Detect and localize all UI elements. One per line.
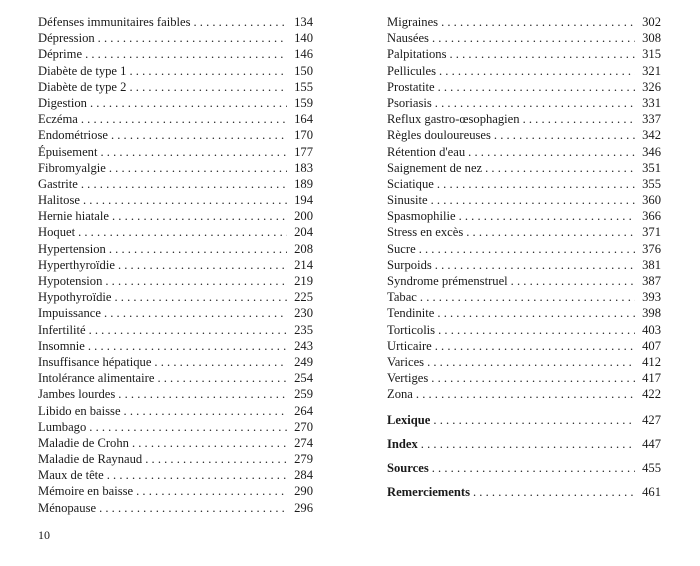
dot-leader xyxy=(81,111,287,127)
toc-entry-label: Insuffisance hépatique xyxy=(38,354,152,369)
toc-entry-label: Infertilité xyxy=(38,322,86,337)
toc-entry-label: Hypotension xyxy=(38,274,103,288)
toc-entry xyxy=(38,257,313,273)
toc-entry xyxy=(387,432,661,456)
toc-entry-page: 321 xyxy=(642,63,661,78)
toc-entry-page: 214 xyxy=(294,257,313,272)
toc-entry-label: Prostatite xyxy=(387,79,435,94)
toc-entry xyxy=(387,370,661,386)
toc-entry xyxy=(38,419,313,435)
toc-left-column xyxy=(38,14,313,516)
toc-entry-label: Migraines xyxy=(387,15,439,29)
toc-entry xyxy=(387,63,661,79)
toc-entry-label: Eczéma xyxy=(38,112,78,127)
toc-entry-page: 461 xyxy=(642,485,661,500)
dot-leader xyxy=(104,305,287,321)
toc-entry-page: 235 xyxy=(294,322,313,337)
dot-leader xyxy=(449,46,635,62)
dot-leader xyxy=(109,241,287,257)
toc-entry-label: Déprime xyxy=(38,47,83,62)
toc-entry-label: Ménopause xyxy=(38,500,97,515)
toc-entry-label: Sinusite xyxy=(387,193,428,208)
dot-leader xyxy=(416,386,635,402)
toc-entry xyxy=(38,160,313,176)
toc-entry-label: Épuisement xyxy=(38,144,98,159)
toc-entry-page: 342 xyxy=(642,128,661,143)
toc-entry-page: 355 xyxy=(642,176,661,191)
toc-entry-page: 150 xyxy=(294,63,313,78)
toc-entry xyxy=(387,144,661,160)
toc-entry-label: Endométriose xyxy=(38,128,108,143)
dot-leader xyxy=(90,95,287,111)
toc-entry xyxy=(38,176,313,192)
toc-entry-label: Impuissance xyxy=(38,306,101,321)
toc-entry-page: 194 xyxy=(294,193,313,208)
toc-entry-label: Index xyxy=(387,436,418,451)
toc-entry-label: Lumbago xyxy=(38,419,87,434)
dot-leader xyxy=(431,370,635,386)
toc-entry-label: Rétention d'eau xyxy=(387,144,466,159)
dot-leader xyxy=(459,208,635,224)
toc-entry-page: 225 xyxy=(294,290,313,305)
toc-entry-label: Stress en excès xyxy=(387,225,464,240)
dot-leader xyxy=(98,30,287,46)
toc-entry xyxy=(38,338,313,354)
toc-entry-page: 381 xyxy=(642,257,661,272)
dot-leader xyxy=(432,30,635,46)
dot-leader xyxy=(85,46,287,62)
toc-entry-page: 360 xyxy=(642,193,661,208)
dot-leader xyxy=(129,63,287,79)
dot-leader xyxy=(112,208,287,224)
toc-entry-page: 230 xyxy=(294,306,313,321)
dot-leader xyxy=(431,192,635,208)
dot-leader xyxy=(100,144,287,160)
toc-entry-label: Spasmophilie xyxy=(387,209,456,224)
toc-entry-page: 208 xyxy=(294,241,313,256)
dot-leader xyxy=(511,273,635,289)
toc-entry xyxy=(387,322,661,338)
dot-leader xyxy=(427,354,635,370)
toc-entry xyxy=(38,208,313,224)
toc-entry-page: 455 xyxy=(642,460,661,475)
toc-entry xyxy=(38,483,313,499)
toc-entry-page: 290 xyxy=(294,484,313,499)
dot-leader xyxy=(193,14,287,30)
toc-entry xyxy=(387,111,661,127)
toc-entry xyxy=(387,176,661,192)
toc-entry xyxy=(387,192,661,208)
dot-leader xyxy=(118,257,287,273)
toc-entry-page: 302 xyxy=(642,15,661,29)
toc-entry-label: Gastrite xyxy=(38,176,78,191)
toc-entry-page: 177 xyxy=(294,144,313,159)
toc-entry-label: Hypertension xyxy=(38,241,106,256)
toc-entry-label: Varices xyxy=(387,354,425,369)
toc-entry-page: 189 xyxy=(294,176,313,191)
dot-leader xyxy=(437,305,635,321)
toc-entry xyxy=(387,273,661,289)
toc-entry xyxy=(387,224,661,240)
toc-entry xyxy=(38,289,313,305)
dot-leader xyxy=(129,79,287,95)
toc-entry-label: Fibromyalgie xyxy=(38,160,106,175)
toc-right-list xyxy=(387,14,661,403)
toc-entry-page: 279 xyxy=(294,452,313,467)
toc-entry-page: 403 xyxy=(642,322,661,337)
toc-entry xyxy=(387,408,661,432)
dot-leader xyxy=(466,224,635,240)
toc-entry xyxy=(38,500,313,516)
toc-entry-page: 427 xyxy=(642,412,661,427)
toc-entry-page: 412 xyxy=(642,354,661,369)
toc-entry-label: Hoquet xyxy=(38,225,76,240)
toc-entry xyxy=(387,241,661,257)
toc-entry xyxy=(38,192,313,208)
toc-right-column xyxy=(387,14,661,504)
toc-entry xyxy=(38,322,313,338)
toc-entry-page: 243 xyxy=(294,338,313,353)
dot-leader xyxy=(437,176,635,192)
dot-leader xyxy=(494,127,635,143)
toc-entry-label: Hyperthyroïdie xyxy=(38,257,115,272)
toc-entry-label: Défenses immunitaires faibles xyxy=(38,15,191,29)
toc-entry-page: 331 xyxy=(642,95,661,110)
toc-entry xyxy=(38,127,313,143)
toc-entry-label: Diabète de type 2 xyxy=(38,79,127,94)
toc-entry xyxy=(38,63,313,79)
toc-entry xyxy=(387,289,661,305)
toc-entry xyxy=(38,435,313,451)
toc-entry-page: 326 xyxy=(642,79,661,94)
toc-entry xyxy=(387,30,661,46)
toc-entry xyxy=(387,46,661,62)
toc-entry-label: Jambes lourdes xyxy=(38,387,116,402)
toc-entry xyxy=(38,354,313,370)
dot-leader xyxy=(473,480,635,504)
toc-entry-page: 219 xyxy=(294,274,313,288)
toc-entry-page: 407 xyxy=(642,338,661,353)
toc-entry-page: 146 xyxy=(294,47,313,62)
toc-entry-page: 284 xyxy=(294,468,313,483)
toc-entry-label: Dépression xyxy=(38,31,95,46)
toc-entry-page: 200 xyxy=(294,209,313,224)
dot-leader xyxy=(421,432,635,456)
dot-leader xyxy=(438,322,635,338)
toc-entry-page: 183 xyxy=(294,160,313,175)
dot-leader xyxy=(118,386,287,402)
toc-entry-page: 204 xyxy=(294,225,313,240)
toc-entry-label: Tendinite xyxy=(387,306,435,321)
toc-entry xyxy=(38,241,313,257)
toc-entry xyxy=(38,46,313,62)
dot-leader xyxy=(88,338,287,354)
toc-entry xyxy=(387,386,661,402)
toc-entry-label: Nausées xyxy=(387,31,429,46)
toc-entry xyxy=(387,257,661,273)
toc-entry-page: 447 xyxy=(642,436,661,451)
toc-entry-label: Règles douloureuses xyxy=(387,128,491,143)
toc-entry-label: Psoriasis xyxy=(387,95,432,110)
toc-entry-label: Mémoire en baisse xyxy=(38,484,134,499)
toc-entry xyxy=(38,79,313,95)
toc-entry xyxy=(387,338,661,354)
toc-entry-label: Insomnie xyxy=(38,338,85,353)
toc-entry-label: Hypothyroïdie xyxy=(38,290,112,305)
toc-entry-label: Sucre xyxy=(387,241,416,256)
toc-entry-page: 134 xyxy=(294,15,313,29)
dot-leader xyxy=(441,14,635,30)
toc-entry-label: Syndrome prémenstruel xyxy=(387,274,508,288)
dot-leader xyxy=(435,95,635,111)
toc-entry-label: Sciatique xyxy=(387,176,434,191)
toc-entry xyxy=(38,144,313,160)
toc-entry xyxy=(38,451,313,467)
toc-entry-label: Tabac xyxy=(387,290,417,305)
toc-entry xyxy=(387,14,661,30)
dot-leader xyxy=(107,467,287,483)
toc-entry-label: Reflux gastro-œsophagien xyxy=(387,112,520,127)
dot-leader xyxy=(433,408,635,432)
dot-leader xyxy=(89,322,287,338)
toc-entry xyxy=(387,208,661,224)
toc-entry-page: 366 xyxy=(642,209,661,224)
toc-entry xyxy=(387,79,661,95)
dot-leader xyxy=(420,289,635,305)
toc-entry-page: 315 xyxy=(642,47,661,62)
toc-entry xyxy=(387,456,661,480)
toc-entry-page: 398 xyxy=(642,306,661,321)
toc-entry xyxy=(38,30,313,46)
toc-entry-label: Saignement de nez xyxy=(387,160,483,175)
toc-entry-page: 274 xyxy=(294,435,313,450)
dot-leader xyxy=(89,419,287,435)
toc-entry-label: Surpoids xyxy=(387,257,432,272)
toc-entry-page: 346 xyxy=(642,144,661,159)
toc-entry-label: Lexique xyxy=(387,412,431,427)
toc-entry-label: Urticaire xyxy=(387,338,432,353)
toc-entry-label: Remerciements xyxy=(387,485,470,500)
dot-leader xyxy=(109,160,287,176)
dot-leader xyxy=(83,192,287,208)
toc-entry xyxy=(387,354,661,370)
toc-entry-page: 337 xyxy=(642,112,661,127)
toc-entry-label: Zona xyxy=(387,387,413,402)
toc-entry-label: Libido en baisse xyxy=(38,403,121,418)
toc-entry-page: 376 xyxy=(642,241,661,256)
dot-leader xyxy=(435,338,635,354)
dot-leader xyxy=(124,403,287,419)
dot-leader xyxy=(435,257,635,273)
toc-entry-label: Halitose xyxy=(38,193,80,208)
toc-entry xyxy=(387,127,661,143)
toc-entry-label: Maladie de Raynaud xyxy=(38,452,143,467)
dot-leader xyxy=(157,370,287,386)
dot-leader xyxy=(432,456,635,480)
dot-leader xyxy=(78,224,287,240)
toc-entry xyxy=(38,273,313,289)
toc-entry xyxy=(387,160,661,176)
toc-entry xyxy=(38,111,313,127)
toc-entry-label: Vertiges xyxy=(387,371,429,386)
toc-entry xyxy=(387,95,661,111)
page-number: 10 xyxy=(38,528,50,542)
toc-entry-page: 164 xyxy=(294,112,313,127)
toc-entry-page: 155 xyxy=(294,79,313,94)
toc-entry-label: Intolérance alimentaire xyxy=(38,371,155,386)
dot-leader xyxy=(439,63,635,79)
toc-entry xyxy=(38,403,313,419)
dot-leader xyxy=(136,483,287,499)
toc-entry-label: Digestion xyxy=(38,95,87,110)
toc-entry-page: 417 xyxy=(642,371,661,386)
toc-entry-page: 159 xyxy=(294,95,313,110)
dot-leader xyxy=(81,176,287,192)
toc-entry-label: Sources xyxy=(387,460,429,475)
toc-entry-page: 308 xyxy=(642,31,661,46)
toc-entry xyxy=(38,14,313,30)
toc-entry-page: 296 xyxy=(294,500,313,515)
dot-leader xyxy=(523,111,635,127)
dot-leader xyxy=(145,451,287,467)
toc-entry-page: 140 xyxy=(294,31,313,46)
dot-leader xyxy=(99,500,287,516)
toc-entry-label: Torticolis xyxy=(387,322,436,337)
dot-leader xyxy=(114,289,287,305)
toc-entry xyxy=(38,467,313,483)
toc-entry-label: Palpitations xyxy=(387,47,447,62)
dot-leader xyxy=(438,79,635,95)
dot-leader xyxy=(111,127,287,143)
dot-leader xyxy=(105,273,287,289)
toc-entry xyxy=(38,305,313,321)
toc-entry-page: 393 xyxy=(642,290,661,305)
dot-leader xyxy=(132,435,287,451)
toc-entry xyxy=(387,480,661,504)
toc-entry-page: 371 xyxy=(642,225,661,240)
toc-entry xyxy=(38,224,313,240)
toc-entry xyxy=(38,386,313,402)
toc-entry xyxy=(38,95,313,111)
toc-entry-label: Maux de tête xyxy=(38,468,104,483)
toc-entry-label: Hernie hiatale xyxy=(38,209,109,224)
toc-entry-label: Maladie de Crohn xyxy=(38,435,129,450)
dot-leader xyxy=(154,354,287,370)
dot-leader xyxy=(485,160,635,176)
toc-entry-page: 264 xyxy=(294,403,313,418)
toc-entry xyxy=(387,305,661,321)
dot-leader xyxy=(419,241,635,257)
toc-entry-page: 422 xyxy=(642,387,661,402)
toc-back-matter xyxy=(387,408,661,505)
dot-leader xyxy=(468,144,635,160)
toc-entry-label: Pellicules xyxy=(387,63,436,78)
toc-entry-page: 170 xyxy=(294,128,313,143)
toc-entry xyxy=(38,370,313,386)
toc-entry-label: Diabète de type 1 xyxy=(38,63,127,78)
toc-entry-page: 387 xyxy=(642,274,661,288)
toc-entry-page: 270 xyxy=(294,419,313,434)
toc-entry-page: 351 xyxy=(642,160,661,175)
toc-entry-page: 259 xyxy=(294,387,313,402)
toc-entry-page: 249 xyxy=(294,354,313,369)
toc-entry-page: 254 xyxy=(294,371,313,386)
